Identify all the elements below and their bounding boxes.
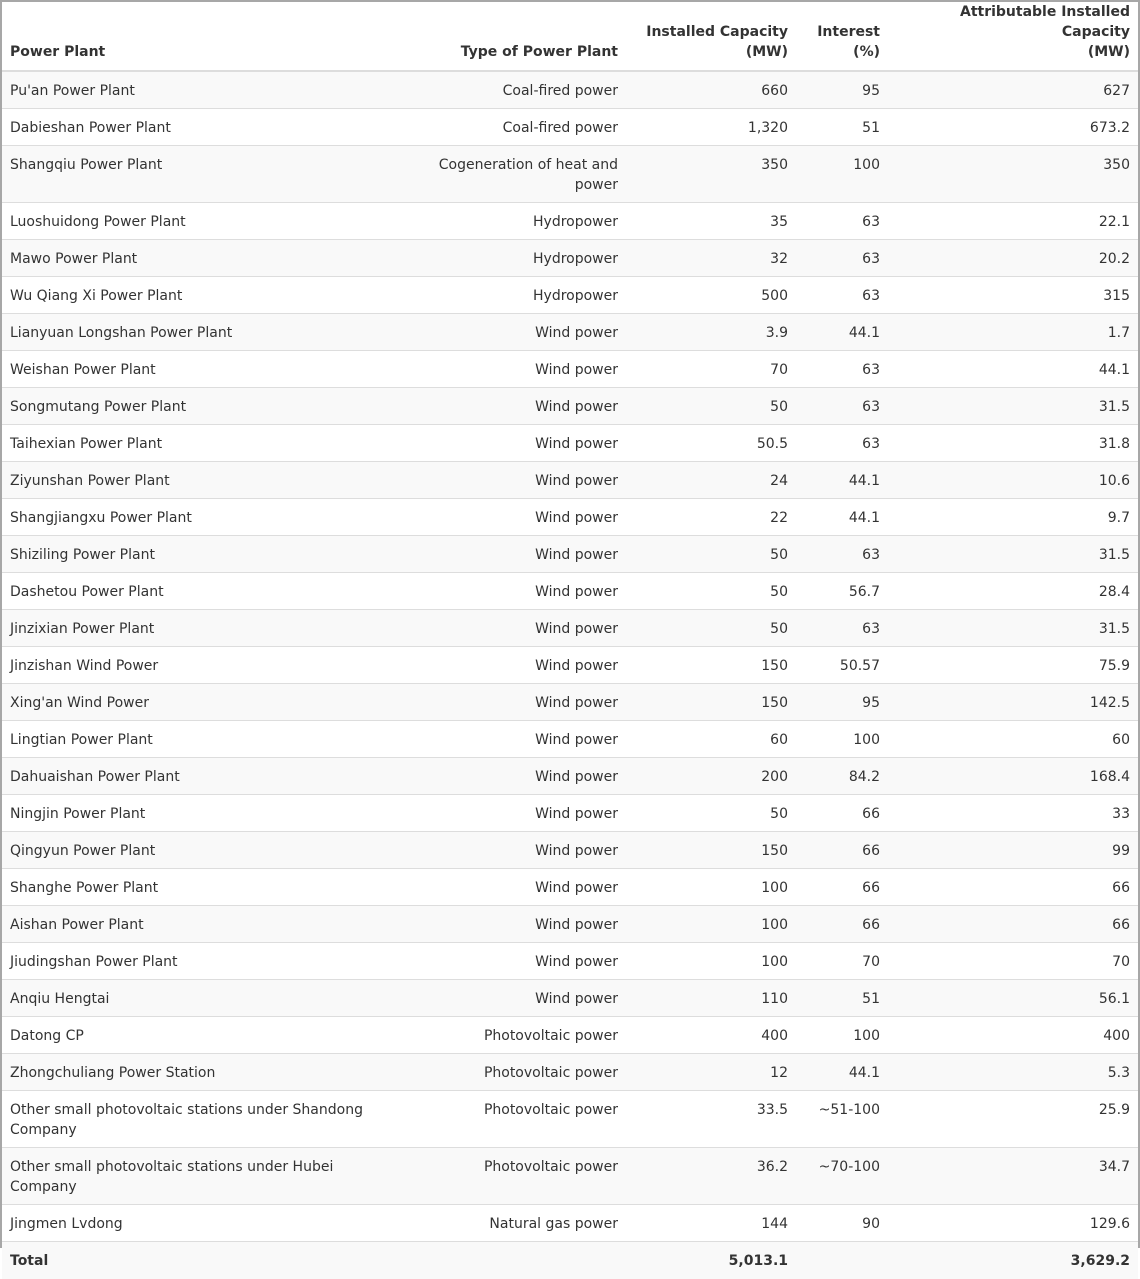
cell-interest: 51 xyxy=(796,980,888,1017)
cell-type: Wind power xyxy=(390,943,626,980)
cell-attributable-capacity: 1.7 xyxy=(888,314,1138,351)
cell-interest: 44.1 xyxy=(796,499,888,536)
table-row xyxy=(2,1054,1138,1091)
cell-installed-capacity: 22 xyxy=(626,499,796,536)
header-interest: Interest (%) xyxy=(796,2,888,71)
cell-type: Wind power xyxy=(390,980,626,1017)
cell-power-plant: Other small photovoltaic stations under Hubei Company xyxy=(2,1148,390,1205)
cell-power-plant: Pu'an Power Plant xyxy=(2,71,390,109)
cell-type: Wind power xyxy=(390,869,626,906)
cell-interest: 66 xyxy=(796,832,888,869)
cell-type: Wind power xyxy=(390,721,626,758)
cell-attributable-capacity: 20.2 xyxy=(888,240,1138,277)
cell-attributable-capacity: 33 xyxy=(888,795,1138,832)
cell-type: Wind power xyxy=(390,906,626,943)
cell-power-plant: Zhongchuliang Power Station xyxy=(2,1054,390,1091)
cell-attributable-capacity: 129.6 xyxy=(888,1205,1138,1242)
cell-attributable-capacity: 673.2 xyxy=(888,109,1138,146)
cell-type: Hydropower xyxy=(390,240,626,277)
cell-type: Wind power xyxy=(390,832,626,869)
table-row xyxy=(2,314,1138,351)
table-row xyxy=(2,1017,1138,1054)
cell-installed-capacity: 24 xyxy=(626,462,796,499)
cell-attributable-capacity: 350 xyxy=(888,146,1138,203)
header-installed-capacity: Installed Capacity (MW) xyxy=(626,2,796,71)
total-interest xyxy=(796,1242,888,1279)
cell-power-plant: Mawo Power Plant xyxy=(2,240,390,277)
cell-interest: 70 xyxy=(796,943,888,980)
cell-interest: 100 xyxy=(796,1017,888,1054)
cell-attributable-capacity: 31.5 xyxy=(888,610,1138,647)
table-header-row xyxy=(2,2,1138,71)
table-row xyxy=(2,1148,1138,1205)
cell-installed-capacity: 100 xyxy=(626,869,796,906)
cell-installed-capacity: 500 xyxy=(626,277,796,314)
table-row xyxy=(2,684,1138,721)
table-row xyxy=(2,203,1138,240)
cell-interest: 50.57 xyxy=(796,647,888,684)
cell-type: Wind power xyxy=(390,610,626,647)
table-row xyxy=(2,71,1138,109)
cell-type: Photovoltaic power xyxy=(390,1017,626,1054)
cell-power-plant: Ningjin Power Plant xyxy=(2,795,390,832)
cell-power-plant: Anqiu Hengtai xyxy=(2,980,390,1017)
cell-attributable-capacity: 28.4 xyxy=(888,573,1138,610)
table-row xyxy=(2,573,1138,610)
cell-interest: 63 xyxy=(796,203,888,240)
cell-attributable-capacity: 22.1 xyxy=(888,203,1138,240)
total-attributable-capacity: 3,629.2 xyxy=(888,1242,1138,1279)
cell-attributable-capacity: 400 xyxy=(888,1017,1138,1054)
cell-installed-capacity: 50 xyxy=(626,610,796,647)
cell-interest: 63 xyxy=(796,425,888,462)
cell-interest: 63 xyxy=(796,277,888,314)
cell-interest: 66 xyxy=(796,795,888,832)
cell-type: Coal-fired power xyxy=(390,109,626,146)
cell-interest: 51 xyxy=(796,109,888,146)
cell-attributable-capacity: 25.9 xyxy=(888,1091,1138,1148)
cell-power-plant: Taihexian Power Plant xyxy=(2,425,390,462)
cell-type: Wind power xyxy=(390,425,626,462)
cell-installed-capacity: 36.2 xyxy=(626,1148,796,1205)
cell-attributable-capacity: 34.7 xyxy=(888,1148,1138,1205)
cell-attributable-capacity: 31.5 xyxy=(888,536,1138,573)
cell-interest: 56.7 xyxy=(796,573,888,610)
power-plant-table xyxy=(2,2,1138,1279)
cell-power-plant: Shiziling Power Plant xyxy=(2,536,390,573)
cell-attributable-capacity: 5.3 xyxy=(888,1054,1138,1091)
cell-installed-capacity: 1,320 xyxy=(626,109,796,146)
cell-installed-capacity: 70 xyxy=(626,351,796,388)
cell-type: Wind power xyxy=(390,684,626,721)
total-installed-capacity: 5,013.1 xyxy=(626,1242,796,1279)
cell-attributable-capacity: 9.7 xyxy=(888,499,1138,536)
cell-power-plant: Shanghe Power Plant xyxy=(2,869,390,906)
table-row xyxy=(2,795,1138,832)
cell-installed-capacity: 350 xyxy=(626,146,796,203)
table-row xyxy=(2,109,1138,146)
cell-interest: 66 xyxy=(796,869,888,906)
cell-power-plant: Wu Qiang Xi Power Plant xyxy=(2,277,390,314)
cell-power-plant: Jinzishan Wind Power xyxy=(2,647,390,684)
table-row xyxy=(2,610,1138,647)
cell-type: Wind power xyxy=(390,388,626,425)
table-row xyxy=(2,462,1138,499)
cell-installed-capacity: 200 xyxy=(626,758,796,795)
cell-power-plant: Datong CP xyxy=(2,1017,390,1054)
table-row xyxy=(2,1091,1138,1148)
cell-attributable-capacity: 66 xyxy=(888,906,1138,943)
cell-power-plant: Ziyunshan Power Plant xyxy=(2,462,390,499)
table-row xyxy=(2,536,1138,573)
table-row xyxy=(2,351,1138,388)
header-type: Type of Power Plant xyxy=(390,2,626,71)
cell-type: Photovoltaic power xyxy=(390,1091,626,1148)
cell-power-plant: Jinzixian Power Plant xyxy=(2,610,390,647)
cell-type: Wind power xyxy=(390,795,626,832)
cell-interest: 63 xyxy=(796,388,888,425)
cell-attributable-capacity: 31.8 xyxy=(888,425,1138,462)
cell-installed-capacity: 60 xyxy=(626,721,796,758)
cell-power-plant: Jingmen Lvdong xyxy=(2,1205,390,1242)
table-row xyxy=(2,388,1138,425)
cell-installed-capacity: 150 xyxy=(626,832,796,869)
cell-installed-capacity: 35 xyxy=(626,203,796,240)
cell-installed-capacity: 12 xyxy=(626,1054,796,1091)
cell-interest: 100 xyxy=(796,721,888,758)
cell-attributable-capacity: 99 xyxy=(888,832,1138,869)
cell-type: Wind power xyxy=(390,536,626,573)
cell-installed-capacity: 3.9 xyxy=(626,314,796,351)
cell-attributable-capacity: 315 xyxy=(888,277,1138,314)
cell-power-plant: Qingyun Power Plant xyxy=(2,832,390,869)
header-attributable-capacity: Attributable Installed Capacity (MW) xyxy=(888,2,1138,71)
cell-type: Natural gas power xyxy=(390,1205,626,1242)
cell-power-plant: Lingtian Power Plant xyxy=(2,721,390,758)
table-row xyxy=(2,943,1138,980)
cell-power-plant: Dahuaishan Power Plant xyxy=(2,758,390,795)
cell-installed-capacity: 32 xyxy=(626,240,796,277)
table-row xyxy=(2,499,1138,536)
cell-power-plant: Dashetou Power Plant xyxy=(2,573,390,610)
cell-interest: 63 xyxy=(796,240,888,277)
cell-interest: 100 xyxy=(796,146,888,203)
cell-attributable-capacity: 60 xyxy=(888,721,1138,758)
cell-interest: ~51-100 xyxy=(796,1091,888,1148)
cell-attributable-capacity: 75.9 xyxy=(888,647,1138,684)
cell-attributable-capacity: 70 xyxy=(888,943,1138,980)
cell-installed-capacity: 110 xyxy=(626,980,796,1017)
table-row xyxy=(2,1205,1138,1242)
cell-type: Wind power xyxy=(390,573,626,610)
table-row xyxy=(2,721,1138,758)
cell-type: Cogeneration of heat and power xyxy=(390,146,626,203)
table-row xyxy=(2,906,1138,943)
cell-type: Wind power xyxy=(390,462,626,499)
table-row xyxy=(2,277,1138,314)
table-row xyxy=(2,869,1138,906)
cell-installed-capacity: 50 xyxy=(626,536,796,573)
total-type xyxy=(390,1242,626,1279)
cell-installed-capacity: 100 xyxy=(626,906,796,943)
cell-interest: ~70-100 xyxy=(796,1148,888,1205)
cell-installed-capacity: 50 xyxy=(626,795,796,832)
cell-type: Hydropower xyxy=(390,277,626,314)
table-row xyxy=(2,146,1138,203)
cell-type: Photovoltaic power xyxy=(390,1054,626,1091)
cell-attributable-capacity: 10.6 xyxy=(888,462,1138,499)
cell-interest: 90 xyxy=(796,1205,888,1242)
cell-interest: 84.2 xyxy=(796,758,888,795)
cell-interest: 63 xyxy=(796,351,888,388)
cell-installed-capacity: 50 xyxy=(626,388,796,425)
cell-power-plant: Weishan Power Plant xyxy=(2,351,390,388)
table-row xyxy=(2,758,1138,795)
table-row xyxy=(2,832,1138,869)
cell-attributable-capacity: 44.1 xyxy=(888,351,1138,388)
cell-type: Wind power xyxy=(390,647,626,684)
cell-installed-capacity: 33.5 xyxy=(626,1091,796,1148)
cell-installed-capacity: 50 xyxy=(626,573,796,610)
cell-attributable-capacity: 142.5 xyxy=(888,684,1138,721)
cell-power-plant: Dabieshan Power Plant xyxy=(2,109,390,146)
cell-attributable-capacity: 31.5 xyxy=(888,388,1138,425)
cell-type: Wind power xyxy=(390,351,626,388)
cell-installed-capacity: 50.5 xyxy=(626,425,796,462)
table-row xyxy=(2,647,1138,684)
table-row xyxy=(2,425,1138,462)
cell-type: Coal-fired power xyxy=(390,71,626,109)
cell-attributable-capacity: 627 xyxy=(888,71,1138,109)
cell-interest: 95 xyxy=(796,684,888,721)
cell-power-plant: Other small photovoltaic stations under Shandong Company xyxy=(2,1091,390,1148)
cell-power-plant: Songmutang Power Plant xyxy=(2,388,390,425)
cell-type: Wind power xyxy=(390,758,626,795)
cell-interest: 63 xyxy=(796,610,888,647)
cell-type: Photovoltaic power xyxy=(390,1148,626,1205)
cell-power-plant: Shangjiangxu Power Plant xyxy=(2,499,390,536)
cell-type: Wind power xyxy=(390,314,626,351)
cell-installed-capacity: 150 xyxy=(626,684,796,721)
cell-installed-capacity: 660 xyxy=(626,71,796,109)
cell-power-plant: Luoshuidong Power Plant xyxy=(2,203,390,240)
cell-power-plant: Xing'an Wind Power xyxy=(2,684,390,721)
cell-power-plant: Lianyuan Longshan Power Plant xyxy=(2,314,390,351)
cell-interest: 44.1 xyxy=(796,314,888,351)
cell-interest: 44.1 xyxy=(796,1054,888,1091)
table-row xyxy=(2,240,1138,277)
cell-type: Wind power xyxy=(390,499,626,536)
cell-interest: 63 xyxy=(796,536,888,573)
cell-power-plant: Jiudingshan Power Plant xyxy=(2,943,390,980)
cell-power-plant: Shangqiu Power Plant xyxy=(2,146,390,203)
cell-attributable-capacity: 56.1 xyxy=(888,980,1138,1017)
cell-installed-capacity: 144 xyxy=(626,1205,796,1242)
total-label: Total xyxy=(2,1242,390,1279)
table-row xyxy=(2,980,1138,1017)
cell-power-plant: Aishan Power Plant xyxy=(2,906,390,943)
cell-interest: 66 xyxy=(796,906,888,943)
cell-attributable-capacity: 168.4 xyxy=(888,758,1138,795)
cell-type: Hydropower xyxy=(390,203,626,240)
cell-attributable-capacity: 66 xyxy=(888,869,1138,906)
cell-installed-capacity: 100 xyxy=(626,943,796,980)
cell-installed-capacity: 150 xyxy=(626,647,796,684)
cell-interest: 44.1 xyxy=(796,462,888,499)
cell-interest: 95 xyxy=(796,71,888,109)
total-row xyxy=(2,1242,1138,1279)
cell-installed-capacity: 400 xyxy=(626,1017,796,1054)
header-power-plant: Power Plant xyxy=(2,2,390,71)
